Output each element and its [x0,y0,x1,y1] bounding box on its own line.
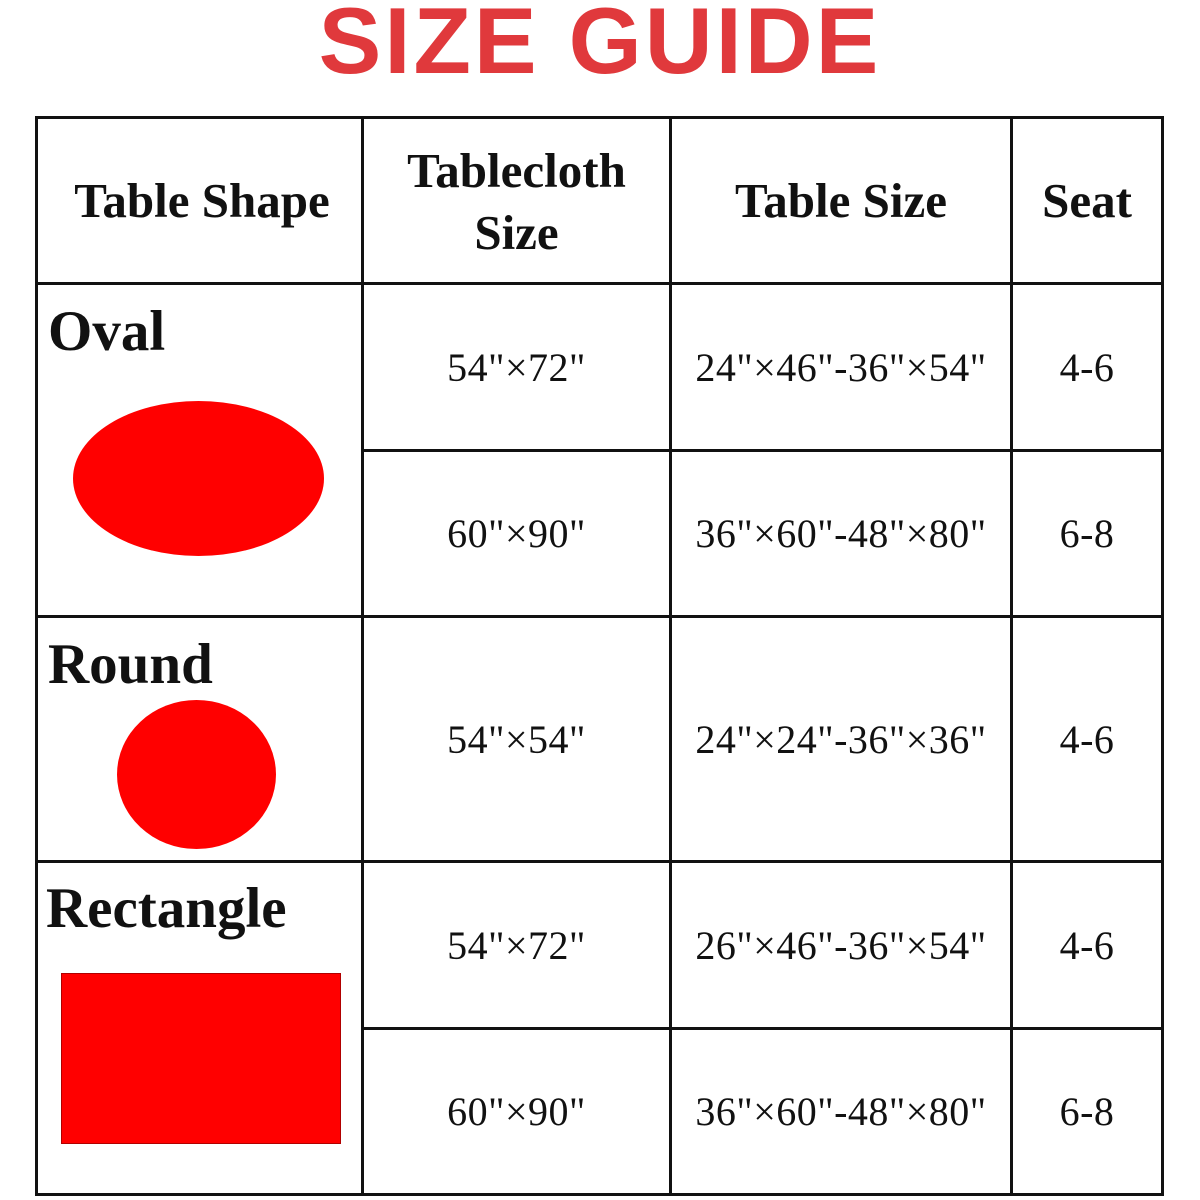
seat-cell: 4-6 [1059,716,1115,762]
rectangle-shape-icon [61,973,341,1144]
shape-label-rectangle: Rectangle [46,877,287,940]
oval-shape-icon [73,401,324,556]
tablecloth-size-cell: 60"×90" [447,1089,586,1134]
seat-cell: 6-8 [1059,511,1115,556]
shape-label-oval: Oval [48,300,166,363]
seat-cell: 6-8 [1059,1089,1115,1134]
header-seat: Seat [1042,172,1132,228]
circle-shape-icon [117,700,276,849]
table-border-bottom [35,1193,1164,1196]
seat-cell: 4-6 [1059,344,1115,390]
header-table-shape: Table Shape [74,172,330,228]
table-border-right [1161,116,1164,1196]
table-size-cell: 24"×24"-36"×36" [695,716,987,762]
tablecloth-size-cell: 60"×90" [447,511,586,556]
header-table-size: Table Size [735,172,947,228]
tablecloth-size-cell: 54"×54" [447,716,586,762]
table-size-cell: 26"×46"-36"×54" [695,922,987,968]
table-size-cell: 36"×60"-48"×80" [695,1089,987,1134]
table-size-cell: 24"×46"-36"×54" [695,344,987,390]
seat-cell: 4-6 [1059,922,1115,968]
page-title: SIZE GUIDE [318,0,882,93]
header-tablecloth-size: Tablecloth Size [407,143,626,260]
table-size-cell: 36"×60"-48"×80" [695,511,987,556]
tablecloth-size-cell: 54"×72" [447,922,586,968]
shape-label-round: Round [48,633,213,696]
tablecloth-size-cell: 54"×72" [447,344,586,390]
